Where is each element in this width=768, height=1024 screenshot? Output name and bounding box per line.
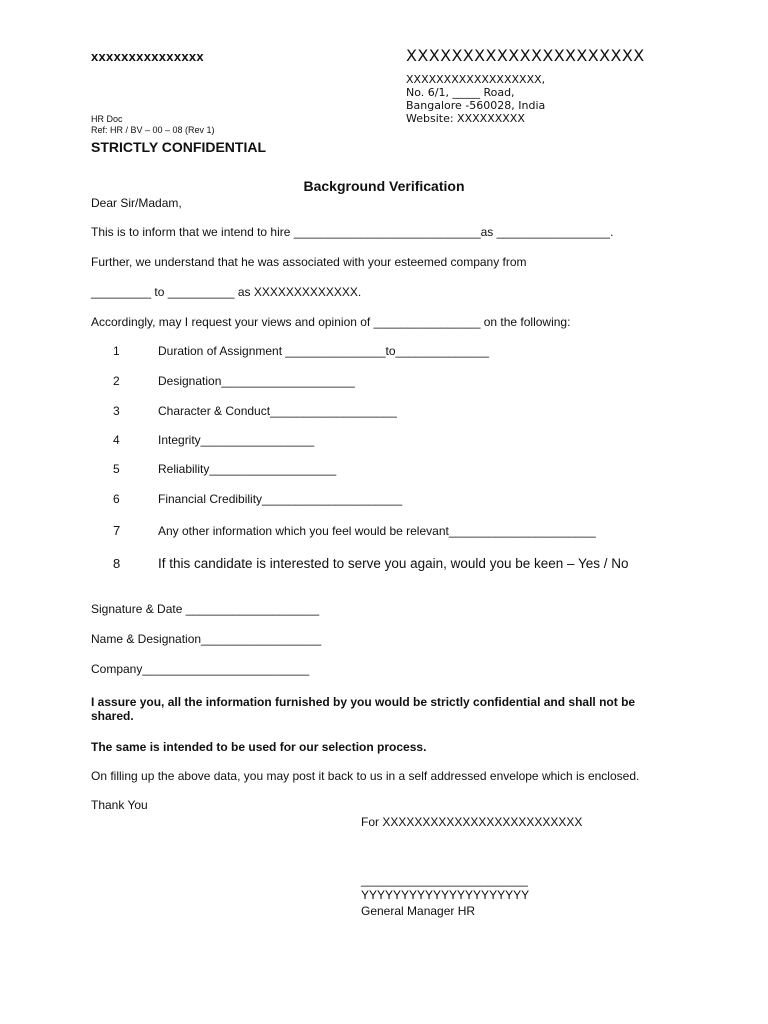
inform-paragraph: This is to inform that we intend to hire ____________________________as _________________.: [91, 225, 614, 239]
item-text: Reliability___________________: [158, 462, 337, 476]
item-text: Character & Conduct___________________: [158, 404, 397, 418]
instructions-text: On filling up the above data, you may post it back to us in a self addressed envelope which is enclosed.: [91, 769, 640, 783]
address-line-4: Website: XXXXXXXXX: [406, 112, 525, 125]
address-line-2: No. 6/1, _____ Road,: [406, 86, 515, 99]
period-paragraph: _________ to __________ as XXXXXXXXXXXXX.: [91, 285, 362, 299]
assurance-statement: I assure you, all the information furnished by you would be strictly confidential and shall not be shared.: [91, 695, 636, 723]
address-line-1: XXXXXXXXXXXXXXXXXX,: [406, 73, 546, 86]
item-number: 7: [113, 523, 121, 538]
item-number: 4: [113, 433, 120, 447]
item-number: 2: [113, 374, 120, 388]
item-number: 1: [113, 344, 120, 358]
for-org-line: For XXXXXXXXXXXXXXXXXXXXXXXXX: [361, 815, 583, 829]
document-title: Background Verification: [303, 178, 465, 194]
item-text: Integrity_________________: [158, 433, 315, 447]
item-number: 8: [113, 556, 121, 571]
item-text: Any other information which you feel would be relevant______________________: [158, 524, 596, 538]
doc-label: HR Doc: [91, 114, 123, 124]
doc-reference: Ref: HR / BV – 00 – 08 (Rev 1): [91, 125, 215, 135]
item-text: Financial Credibility_____________________: [158, 492, 403, 506]
right-org-name: XXXXXXXXXXXXXXXXXXXXX: [406, 46, 645, 65]
further-paragraph: Further, we understand that he was associated with your esteemed company from: [91, 255, 527, 269]
item-text: If this candidate is interested to serve you again, would you be keen – Yes / No: [158, 556, 629, 571]
request-paragraph: Accordingly, may I request your views and opinion of ________________ on the following:: [91, 315, 571, 329]
thank-you: Thank You: [91, 798, 148, 812]
signature-field: Signature & Date ____________________: [91, 602, 320, 616]
signatory-name: YYYYYYYYYYYYYYYYYYYYY: [361, 888, 530, 902]
item-text: Duration of Assignment _______________to______________: [158, 344, 489, 358]
item-number: 3: [113, 404, 120, 418]
salutation: Dear Sir/Madam,: [91, 196, 182, 210]
signature-line: _________________________: [361, 873, 528, 887]
company-field: Company_________________________: [91, 662, 310, 676]
item-number: 5: [113, 462, 120, 476]
item-number: 6: [113, 492, 120, 506]
purpose-statement: The same is intended to be used for our selection process.: [91, 740, 427, 754]
name-designation-field: Name & Designation__________________: [91, 632, 322, 646]
address-line-3: Bangalore -560028, India: [406, 99, 546, 112]
item-text: Designation____________________: [158, 374, 355, 388]
left-org-name: xxxxxxxxxxxxxxx: [91, 49, 204, 64]
confidential-heading: STRICTLY CONFIDENTIAL: [91, 139, 267, 155]
signatory-title: General Manager HR: [361, 904, 476, 918]
